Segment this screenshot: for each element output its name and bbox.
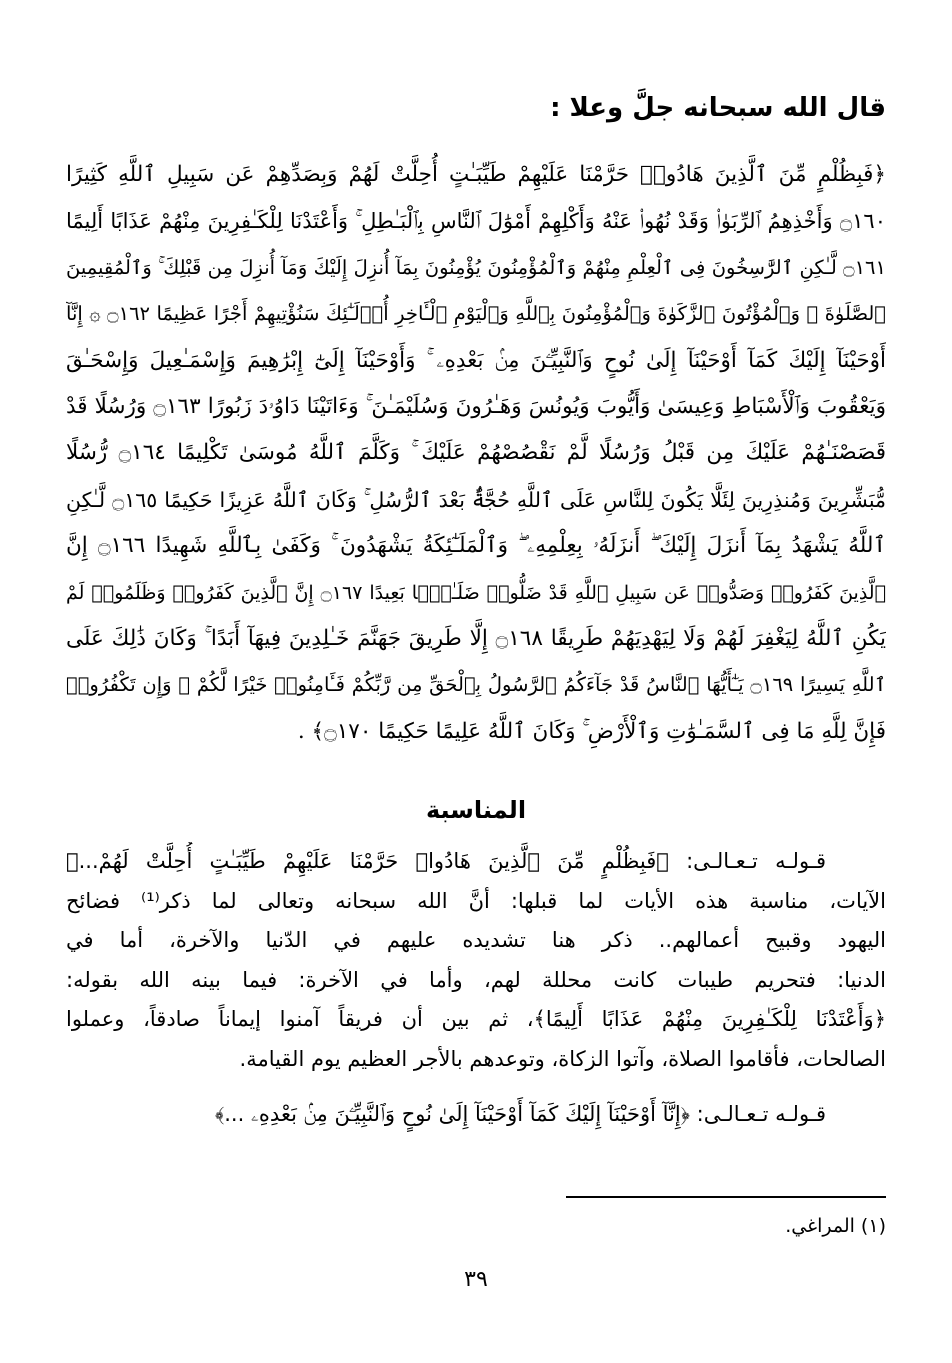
verse-line: ٱللَّهُ يَشْهَدُ بِمَآ أَنزَلَ إِلَيْكَ ۖ أَنزَلَهُۥ بِعِلْمِهِۦ ۖ وَٱلْمَلَـٰٓئِكَةُ يَشْهَدُونَ ۚ وَكَفَىٰ بِٱللَّهِ شَهِيدًا ۝١٦٦ إِنَّ — [66, 533, 886, 559]
paragraph-gap — [66, 1079, 886, 1095]
section-title: المناسبة — [425, 796, 527, 824]
page-number: ٣٩ — [464, 1267, 488, 1292]
commentary-line: الصالحات، فأقاموا الصلاة، وآتوا الزكاة، وتوعدهم بالأجر العظيم يوم القيامة. — [239, 1046, 886, 1071]
commentary-text — [66, 842, 886, 1135]
verse-line: ٱلصَّلَوٰةَ ۚ وَٱلْمُؤْتُونَ ٱلزَّكَوٰةَ وَٱلْمُؤْمِنُونَ بِٱللَّهِ وَٱلْيَوْمِ ٱلْـَٔاخِرِ أُو۟لَـٰٓئِكَ سَنُؤْتِيهِمْ أَجْرًا عَظِيمًا ۝١٦٢ ۞ إِنَّآ — [66, 302, 886, 326]
commentary-line: اليهود وقبيح أعمالهم.. ذكر هنا تشديده عليهم في الدّنيا والآخرة، أما في — [66, 928, 886, 952]
verse-line: ﴿فَبِظُلْمٍ مِّنَ ٱلَّذِينَ هَادُوا۟ حَرَّمْنَا عَلَيْهِمْ طَيِّبَـٰتٍ أُحِلَّتْ لَهُمْ وَبِصَدِّهِمْ عَن سَبِيلِ ٱللَّهِ كَثِيرًا — [66, 162, 886, 187]
verse-line: مُّبَشِّرِينَ وَمُنذِرِينَ لِئَلَّا يَكُونَ لِلنَّاسِ عَلَى ٱللَّهِ حُجَّةٌۢ بَعْدَ ٱلرُّسُلِ ۚ وَكَانَ ٱللَّهُ عَزِيزًا حَكِيمًا ۝١٦٥ لَّـٰكِنِ — [66, 487, 886, 512]
verse-line: ٱللَّهِ يَسِيرًا ۝١٦٩ يَـٰٓأَيُّهَا ٱلنَّاسُ قَدْ جَآءَكُمُ ٱلرَّسُولُ بِٱلْحَقِّ مِن رَّبِّكُمْ فَـَٔامِنُوا۟ خَيْرًا لَّكُمْ ۚ وَإِن تَكْفُرُوا۟ — [66, 673, 886, 697]
verse-line: قَصَصْنَـٰهُمْ عَلَيْكَ مِن قَبْلُ وَرُسُلًا لَّمْ نَقْصُصْهُمْ عَلَيْكَ ۚ وَكَلَّمَ ٱللَّهُ مُوسَىٰ تَكْلِيمًا ۝١٦٤ رُّسُلًا — [66, 440, 886, 466]
verse-line: ۝١٦٠ وَأَخْذِهِمُ ٱلرِّبَوٰا۟ وَقَدْ نُهُوا۟ عَنْهُ وَأَكْلِهِمْ أَمْوَٰلَ ٱلنَّاسِ بِٱلْبَـٰطِلِ ۚ وَأَعْتَدْنَا لِلْكَـٰفِرِينَ مِنْهُمْ عَذَابًا أَلِيمًا — [66, 209, 886, 234]
commentary-line: قـولـه تـعـالـى: ﴿فَبِظُلْمٍ مِّنَ ٱلَّذِينَ هَادُوا۟ حَرَّمْنَا عَلَيْهِمْ طَيِّبَـٰتٍ أُحِلَّتْ لَهُمْ...﴾ — [66, 849, 826, 873]
quran-verses-block — [66, 152, 886, 755]
footnote: (١) المراغي. — [785, 1215, 886, 1237]
verse-line: فَإِنَّ لِلَّهِ مَا فِى ٱلسَّمَـٰوَٰتِ وَٱلْأَرْضِ ۚ وَكَانَ ٱللَّهُ عَلِيمًا حَكِيمًا ۝١٧٠﴾ . — [297, 718, 886, 744]
commentary-line: الآيات، مناسبة هذه الأيات لما قبلها: أنَّ الله سبحانه وتعالى لما ذكر⁽¹⁾ فضائح — [66, 888, 886, 913]
intro-heading: قال الله سبحانه جلَّ وعلا : — [550, 93, 886, 123]
commentary-line: قـولـه تـعـالـى: ﴿إِنَّآ أَوْحَيْنَآ إِلَيْكَ كَمَآ أَوْحَيْنَآ إِلَىٰ نُوحٍ وَٱلنَّبِيِّـۧنَ مِنۢ بَعْدِهِۦ ...﴾ — [214, 1102, 826, 1126]
commentary-line: ﴿وَأَعْتَدْنَا لِلْكَـٰفِرِينَ مِنْهُمْ عَذَابًا أَلِيمًا﴾، ثم بين أن فريقاً آمنوا إيماناً صادقاً، وعملوا — [66, 1007, 886, 1031]
verse-line: ٱلَّذِينَ كَفَرُوا۟ وَصَدُّوا۟ عَن سَبِيلِ ٱللَّهِ قَدْ ضَلُّوا۟ ضَلَـٰلًۢا بَعِيدًا ۝١٦٧ إِنَّ ٱلَّذِينَ كَفَرُوا۟ وَظَلَمُوا۟ لَمْ — [66, 581, 886, 604]
verse-line: يَكُنِ ٱللَّهُ لِيَغْفِرَ لَهُمْ وَلَا لِيَهْدِيَهُمْ طَرِيقًا ۝١٦٨ إِلَّا طَرِيقَ جَهَنَّمَ خَـٰلِدِينَ فِيهَآ أَبَدًا ۚ وَكَانَ ذَٰلِكَ عَلَى — [66, 625, 886, 651]
footnote-divider — [566, 1196, 886, 1198]
verse-line: أَوْحَيْنَآ إِلَيْكَ كَمَآ أَوْحَيْنَآ إِلَىٰ نُوحٍ وَٱلنَّبِيِّـۧنَ مِنۢ بَعْدِهِۦ ۚ وَأَوْحَيْنَآ إِلَىٰٓ إِبْرَٰهِيمَ وَإِسْمَـٰعِيلَ وَإِسْحَـٰقَ — [66, 347, 886, 373]
commentary-line: الدنيا: فتحريم طيبات كانت محللة لهم، وأما في الآخرة: فيما بينه الله بقوله: — [66, 967, 886, 992]
verse-line: ۝١٦١ لَّـٰكِنِ ٱلرَّٰسِخُونَ فِى ٱلْعِلْمِ مِنْهُمْ وَٱلْمُؤْمِنُونَ يُؤْمِنُونَ بِمَآ أُنزِلَ إِلَيْكَ وَمَآ أُنزِلَ مِن قَبْلِكَ ۚ وَٱلْمُقِيمِينَ — [66, 255, 886, 279]
verse-line: وَيَعْقُوبَ وَٱلْأَسْبَاطِ وَعِيسَىٰ وَأَيُّوبَ وَيُونُسَ وَهَـٰرُونَ وَسُلَيْمَـٰنَ ۚ وَءَاتَيْنَا دَاوُۥدَ زَبُورًا ۝١٦٣ وَرُسُلًا قَدْ — [66, 393, 886, 419]
